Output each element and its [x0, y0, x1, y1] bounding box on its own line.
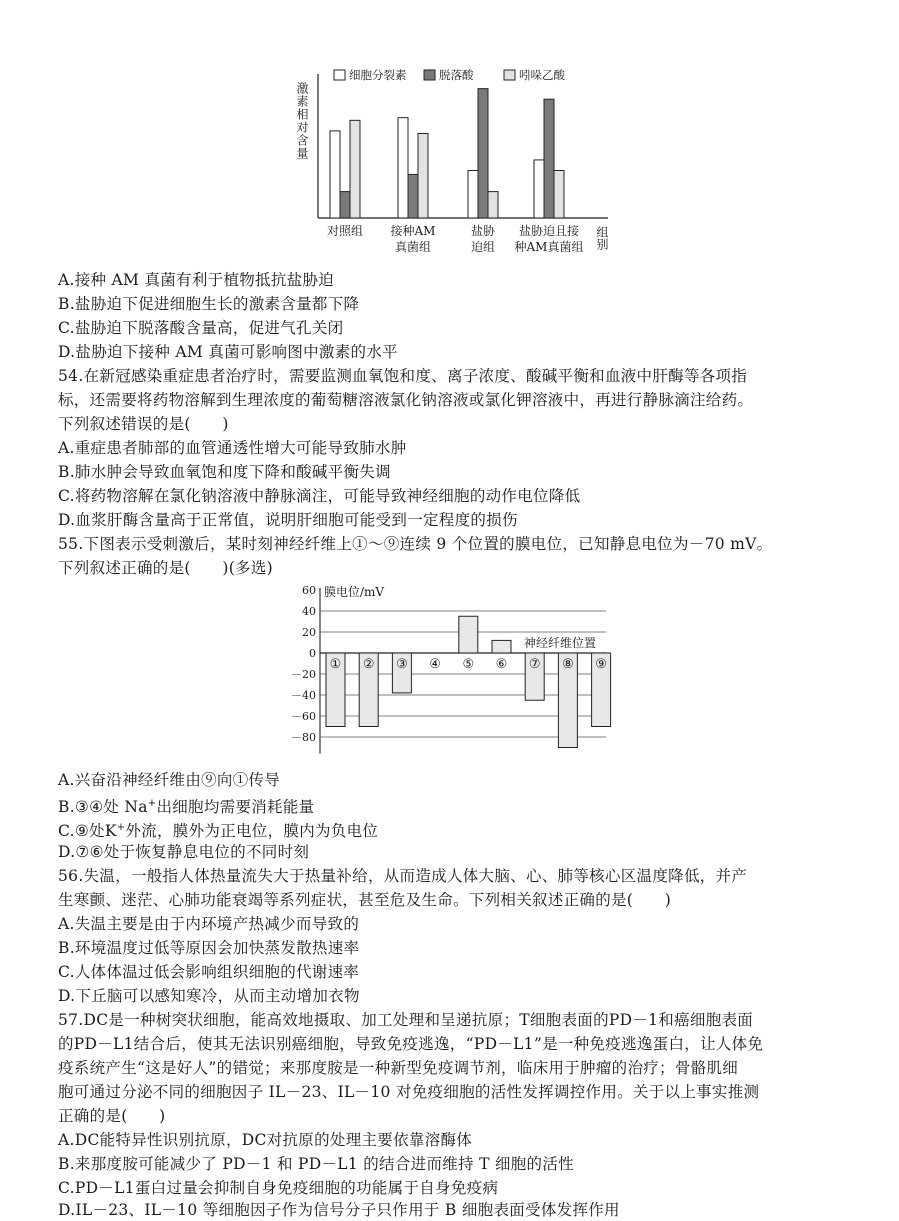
- category-label: 盐胁: [470, 224, 496, 238]
- q55-option-b-post: 出细胞均需要消耗能量: [156, 798, 315, 816]
- q56-option-b: B.环境温度过低等原因会加快蒸发散热速率: [58, 939, 360, 957]
- hormone-bar-chart: [290, 60, 620, 265]
- category-label: 种AM真菌组: [514, 240, 584, 254]
- q54-option-d: D.血浆肝酶含量高于正常值，说明肝细胞可能受到一定程度的损伤: [58, 511, 518, 529]
- q54-stem-line-3: 下列叙述错误的是( ): [58, 415, 229, 433]
- position-label: ⑧: [562, 657, 574, 672]
- legend-swatch: [334, 70, 345, 80]
- q55-option-b-pre: B.③④处 Na: [58, 798, 148, 816]
- q57-stem-line-5: 正确的是( ): [58, 1107, 166, 1125]
- bar: [340, 192, 350, 218]
- legend-swatch: [504, 70, 515, 80]
- q57-option-c: C.PD－L1蛋白过量会抑制自身免疫细胞的功能属于自身免疫病: [58, 1179, 499, 1197]
- chart-position-labels: [330, 657, 607, 672]
- bar: [554, 170, 564, 218]
- q55-option-b: [58, 794, 314, 817]
- legend-label: 脱落酸: [439, 68, 474, 82]
- q56-option-a: A.失温主要是由于内环境产热减少而导致的: [58, 915, 360, 933]
- position-label: ④: [429, 657, 441, 672]
- position-label: ①: [329, 657, 342, 672]
- q56-stem-line-1: 56.失温，一般指人体热量流失大于热量补给，从而造成人体大脑、心、肺等核心区温度降低，并产: [58, 867, 748, 885]
- bar: [350, 120, 360, 218]
- bar: [459, 616, 478, 653]
- y-tick-label: －40: [291, 689, 316, 702]
- q55-option-c: [58, 818, 378, 841]
- q53-option-c: C.盐胁迫下脱落酸含量高，促进气孔关闭: [58, 319, 344, 337]
- y-axis-title: 膜电位/mV: [324, 585, 385, 599]
- bar: [534, 160, 544, 218]
- bar: [398, 118, 408, 218]
- bar: [468, 170, 478, 218]
- q57-option-d: D.IL－23、IL－10 等细胞因子作为信号分子只作用于 B 细胞表面受体发挥作用: [58, 1201, 620, 1219]
- q54-stem-line-1: 54.在新冠感染重症患者治疗时，需要监测血氧饱和度、离子浓度、酸碱平衡和血液中肝酶等各项指: [58, 367, 748, 385]
- legend-label: 细胞分裂素: [349, 68, 407, 82]
- y-tick-label: 40: [302, 605, 316, 618]
- category-label: 盐胁迫且接: [518, 224, 580, 238]
- bar: [330, 131, 340, 218]
- membrane-potential-chart: [288, 584, 618, 759]
- q55-option-d: D.⑦⑥处于恢复静息电位的不同时刻: [58, 843, 310, 861]
- q55-stem-line-2: 下列叙述正确的是( )(多选): [58, 559, 273, 577]
- q53-option-a: A.接种 AM 真菌有利于植物抵抗盐胁迫: [58, 271, 335, 289]
- chart-bars: [330, 89, 564, 218]
- y-tick-label: －60: [291, 710, 316, 723]
- legend-label: 吲哚乙酸: [519, 68, 565, 82]
- q53-option-b: B.盐胁迫下促进细胞生长的激素含量都下降: [58, 295, 360, 313]
- category-label: 真菌组: [394, 240, 432, 254]
- y-tick-label: －80: [291, 731, 316, 744]
- category-label: 迫组: [470, 240, 496, 254]
- q55-option-c-sup: +: [116, 822, 126, 833]
- position-label: ③: [396, 657, 408, 672]
- bar: [492, 640, 511, 653]
- y-tick-label: －20: [291, 668, 316, 681]
- q57-option-b: B.来那度胺可能减少了 PD－1 和 PD－L1 的结合进而维持 T 细胞的活性: [58, 1155, 574, 1173]
- position-label: ②: [362, 657, 375, 672]
- q56-option-d: D.下丘脑可以感知寒冷，从而主动增加衣物: [58, 987, 360, 1005]
- q55-option-c-pre: C.⑨处K: [58, 822, 117, 840]
- q54-option-a: A.重症患者肺部的血管通透性增大可能导致肺水肿: [58, 439, 407, 457]
- q56-option-c: C.人体体温过低会影响组织细胞的代谢速率: [58, 963, 360, 981]
- position-label: ⑦: [528, 657, 541, 672]
- q57-stem-line-3: 疫系统产生“这是好人”的错觉；来那度胺是一种新型免疫调节剂，临床用于肿瘤的治疗；骨骼肌细: [58, 1059, 739, 1077]
- y-tick-label: 0: [309, 647, 316, 660]
- chart-legend: [334, 68, 565, 82]
- position-label: ⑥: [495, 657, 508, 672]
- q53-option-d: D.盐胁迫下接种 AM 真菌可影响图中激素的水平: [58, 343, 398, 361]
- q57-stem-line-4: 胞可通过分泌不同的细胞因子 IL－23、IL－10 对免疫细胞的活性发挥调控作用。关于以上事实推测: [58, 1083, 760, 1101]
- y-tick-label: 60: [302, 584, 316, 597]
- x-axis-title: 神经纤维位置: [524, 636, 597, 650]
- q55-option-a: A.兴奋沿神经纤维由⑨向①传导: [58, 771, 281, 789]
- x-axis-label: 组别: [595, 226, 609, 250]
- legend-swatch: [424, 70, 435, 80]
- bar: [544, 99, 554, 218]
- y-tick-label: 20: [302, 626, 316, 639]
- position-label: ⑨: [595, 657, 607, 672]
- q57-stem-line-1: 57.DC是一种树突状细胞，能高效地摄取、加工处理和呈递抗原；T细胞表面的PD－1和癌细胞表面: [58, 1011, 754, 1029]
- q54-option-c: C.将药物溶解在氯化钠溶液中静脉滴注，可能导致神经细胞的动作电位降低: [58, 487, 581, 505]
- bar: [408, 174, 418, 218]
- q57-option-a: A.DC能特异性识别抗原，DC对抗原的处理主要依靠溶酶体: [58, 1131, 473, 1149]
- category-label: 接种AM: [390, 224, 436, 238]
- q54-stem-line-2: 标，还需要将药物溶解到生理浓度的葡萄糖溶液氯化钠溶液或氯化钾溶液中，再进行静脉滴注给药。: [58, 391, 754, 409]
- bar: [488, 192, 498, 218]
- q55-stem-line-1: 55.下图表示受刺激后，某时刻神经纤维上①～⑨连续 9 个位置的膜电位，已知静息电位为－70 mV。: [58, 535, 773, 553]
- position-label: ⑤: [462, 657, 475, 672]
- q55-option-b-sup: +: [147, 798, 157, 809]
- q54-option-b: B.肺水肿会导致血氧饱和度下降和酸碱平衡失调: [58, 463, 391, 481]
- q57-stem-line-2: 的PD－L1结合后，使其无法识别癌细胞，导致免疫逃逸，“PD－L1”是一种免疫逃逸蛋白，让人体免: [58, 1035, 764, 1053]
- chart-category-labels: [327, 223, 583, 254]
- y-axis-label: 激素相对含量: [295, 82, 309, 160]
- q55-option-c-post: 外流，膜外为正电位，膜内为负电位: [125, 822, 379, 840]
- bar: [418, 134, 428, 218]
- q56-stem-line-2: 生寒颤、迷茫、心肺功能衰竭等系列症状，甚至危及生命。下列相关叙述正确的是( ): [58, 891, 672, 909]
- category-label: 对照组: [326, 224, 364, 238]
- bar: [478, 89, 488, 218]
